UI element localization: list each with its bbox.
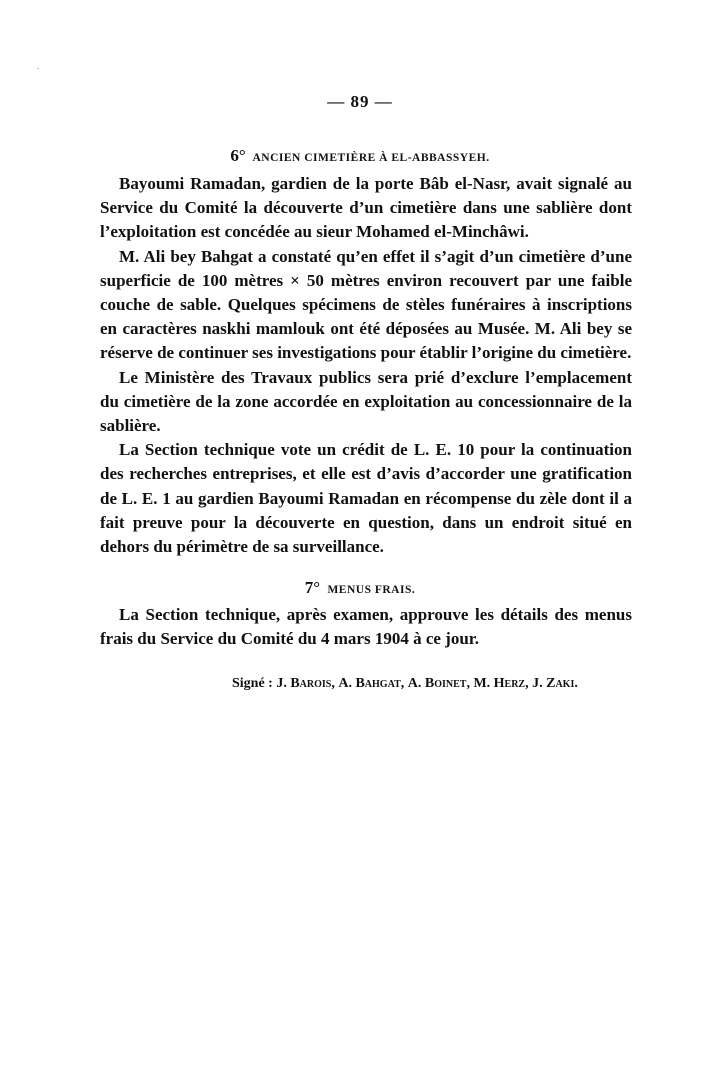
section-body-7 [100, 603, 632, 651]
signatory-name: J. Zaki [532, 676, 575, 691]
paragraph: La Section technique, après examen, approuve les détails des menus frais du Service du Comité du 4 mars 1904 à ce jour. [100, 605, 632, 649]
section-heading-6 [0, 146, 720, 166]
scan-speck [37, 68, 39, 69]
section-title: ANCIEN CIMETIÈRE À EL-ABBASSYEH. [252, 152, 490, 164]
paragraph: Le Ministère des Travaux publics sera prié d’exclure l’emplacement du cimetière de la zone accordée en exploitation au concessionnaire de la sablière. [100, 367, 632, 436]
paragraph: Bayoumi Ramadan, gardien de la porte Bâb el-Nasr, avait signalé au Service du Comité la découverte d’un cimetière dans une sablière dont l’exploitation est concédée au sieur Mohamed el-Minchâwi. [100, 174, 632, 242]
paragraph: La Section technique vote un crédit de L. E. 10 pour la continuation des recherches entreprises, et elle est d’avis d’accorder une gratification de L. E. 1 au gardien Bayoumi Ramadan en récompense du zèle dont il a fait preuve pour la découverte en question, dans un endroit situé en dehors du périmètre de sa surveillance. [100, 440, 632, 557]
signatory-name: M. Herz [473, 676, 526, 691]
signatory-name: A. Bahgat [338, 676, 401, 691]
signature-prefix: Signé : [232, 676, 277, 691]
section-body-6 [100, 172, 632, 559]
signature-line [232, 676, 632, 692]
signature-separator: , [400, 676, 408, 691]
section-title: MENUS FRAIS. [327, 584, 416, 596]
section-number: 7° [304, 578, 321, 597]
section-number: 6° [230, 146, 246, 165]
section-heading-7 [0, 578, 720, 598]
signature-separator: , [331, 676, 339, 691]
signatory-name: J. Barois [276, 676, 332, 691]
signature-suffix: . [574, 676, 578, 691]
signatory-name: A. Boinet [407, 676, 467, 691]
page-number: — 89 — [327, 92, 393, 111]
signature-separator: , [525, 676, 533, 691]
paragraph: M. Ali bey Bahgat a constaté qu’en effet il s’agit d’un cimetière d’une superficie de 100 mètres × 50 mètres environ recouvert par une faible couche de sable. Quelques spécimens de stèles funéraires à inscriptions en caractères naskhi mamlouk ont été déposées au Musée. M. Ali bey se réserve de continuer ses investigations pour établir l’origine du cimetière. [100, 246, 632, 363]
signature-separator: , [466, 676, 474, 691]
